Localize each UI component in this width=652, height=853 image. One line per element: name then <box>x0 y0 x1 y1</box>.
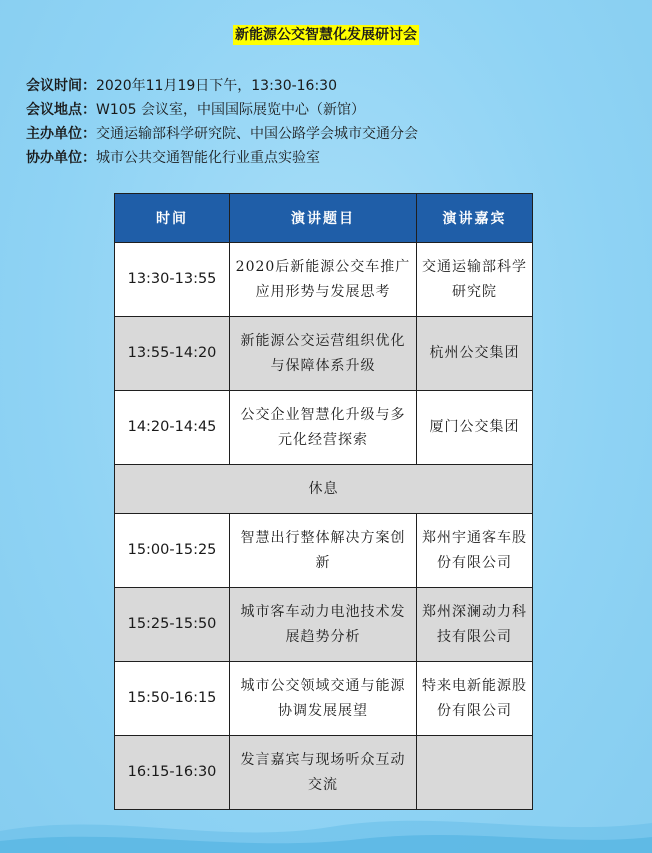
info-value: W105 会议室，中国国际展览中心（新馆） <box>96 102 366 118</box>
cell-time: 15:25-15:50 <box>115 588 230 662</box>
table-row <box>115 662 533 736</box>
info-value: 城市公共交通智能化行业重点实验室 <box>96 150 320 166</box>
meeting-info <box>26 74 418 170</box>
cell-speaker: 交通运输部科学研究院 <box>417 243 533 317</box>
cell-speaker: 厦门公交集团 <box>417 391 533 465</box>
cell-topic: 智慧出行整体解决方案创新 <box>230 514 417 588</box>
cell-speaker: 郑州宇通客车股份有限公司 <box>417 514 533 588</box>
cell-time: 13:30-13:55 <box>115 243 230 317</box>
table-row <box>115 514 533 588</box>
info-value: 2020年11月19日下午，13:30-16:30 <box>96 78 338 94</box>
page-title: 新能源公交智慧化发展研讨会 <box>235 27 417 43</box>
table-row <box>115 317 533 391</box>
cell-topic: 公交企业智慧化升级与多元化经营探索 <box>230 391 417 465</box>
table-row <box>115 736 533 810</box>
table-row <box>115 391 533 465</box>
table-header-row <box>115 194 533 243</box>
info-organizer <box>26 122 418 146</box>
info-location <box>26 98 418 122</box>
info-label: 会议地点： <box>26 102 96 118</box>
info-label: 会议时间： <box>26 78 96 94</box>
schedule-table <box>114 193 533 810</box>
cell-topic: 新能源公交运营组织优化与保障体系升级 <box>230 317 417 391</box>
cell-break: 休息 <box>115 465 533 514</box>
info-co-organizer <box>26 146 418 170</box>
cell-time: 16:15-16:30 <box>115 736 230 810</box>
info-time <box>26 74 418 98</box>
info-label: 主办单位： <box>26 126 96 142</box>
break-row <box>115 465 533 514</box>
cell-time: 15:00-15:25 <box>115 514 230 588</box>
header-time: 时间 <box>115 194 230 243</box>
cell-speaker: 特来电新能源股份有限公司 <box>417 662 533 736</box>
cell-time: 14:20-14:45 <box>115 391 230 465</box>
cell-speaker: 郑州深澜动力科技有限公司 <box>417 588 533 662</box>
cell-topic: 2020后新能源公交车推广应用形势与发展思考 <box>230 243 417 317</box>
cell-topic: 城市公交领域交通与能源协调发展展望 <box>230 662 417 736</box>
cell-topic: 发言嘉宾与现场听众互动交流 <box>230 736 417 810</box>
cell-time: 15:50-16:15 <box>115 662 230 736</box>
header-speaker: 演讲嘉宾 <box>417 194 533 243</box>
title-wrap <box>0 24 652 45</box>
table-row <box>115 588 533 662</box>
cell-speaker: 杭州公交集团 <box>417 317 533 391</box>
info-label: 协办单位： <box>26 150 96 166</box>
cell-topic: 城市客车动力电池技术发展趋势分析 <box>230 588 417 662</box>
table-row <box>115 243 533 317</box>
header-topic: 演讲题目 <box>230 194 417 243</box>
cell-time: 13:55-14:20 <box>115 317 230 391</box>
info-value: 交通运输部科学研究院、中国公路学会城市交通分会 <box>96 126 418 142</box>
cell-speaker <box>417 736 533 810</box>
